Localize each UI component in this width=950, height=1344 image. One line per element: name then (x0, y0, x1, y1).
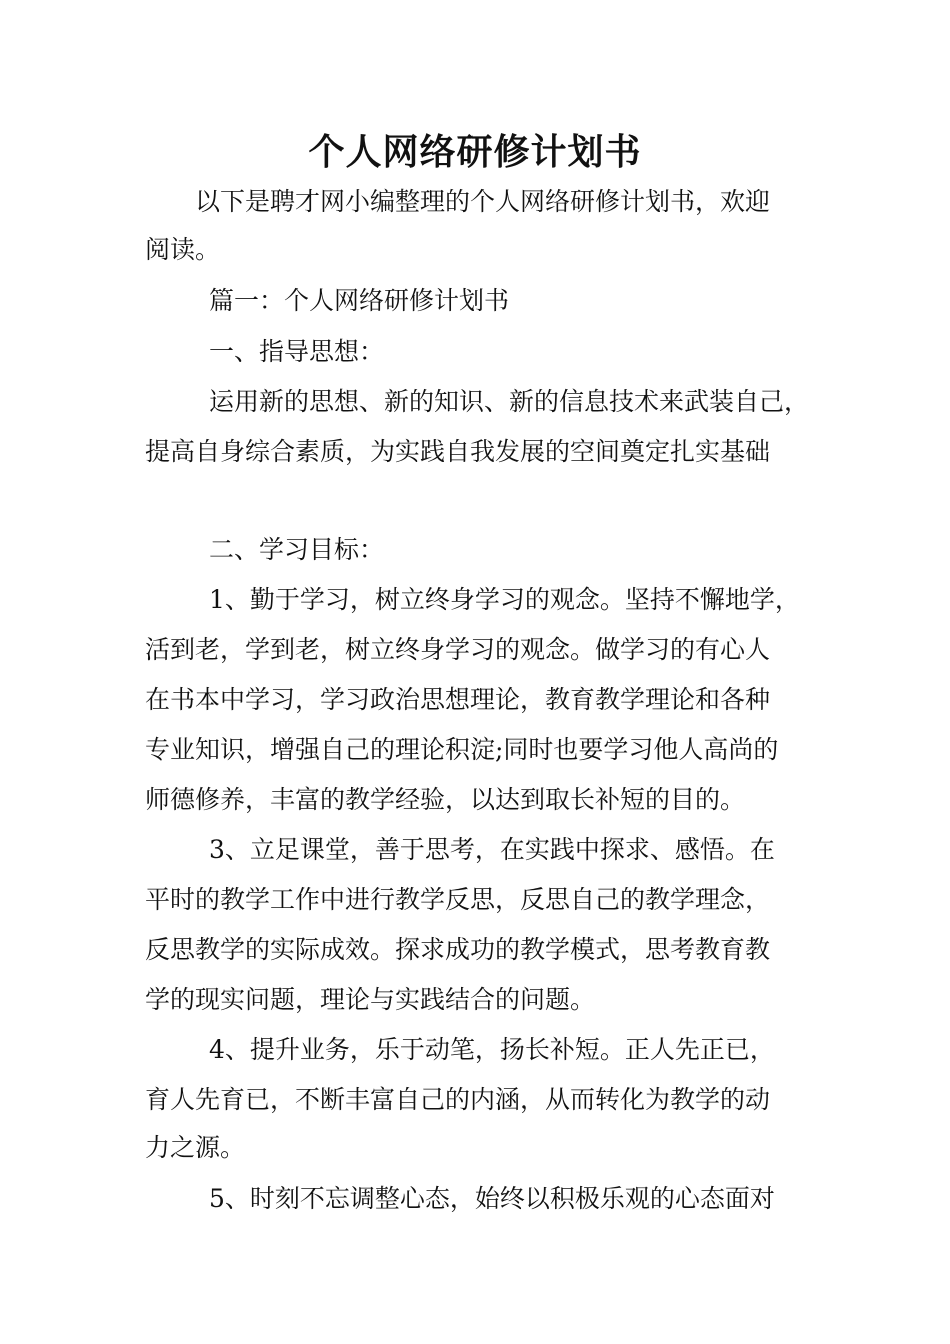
text-line-14: 平时的教学工作中进行教学反思，反思自己的教学理念， (145, 885, 771, 914)
text-line-13: 3、立足课堂，善于思考，在实践中探求、感悟。在 (209, 835, 775, 864)
text-line-12: 师德修养，丰富的教学经验，以达到取长补短的目的。 (145, 785, 746, 814)
text-line-5: 运用新的思想、新的知识、新的信息技术来武装自己， (209, 387, 810, 416)
document-title: 个人网络研修计划书 (308, 131, 642, 173)
text-line-2: 阅读。 (145, 235, 221, 264)
text-line-11: 专业知识，增强自己的理论积淀;同时也要学习他人高尚的 (145, 735, 779, 764)
text-line-1: 以下是聘才网小编整理的个人网络研修计划书，欢迎 (195, 187, 771, 216)
section-heading-learning-goals: 二、学习目标： (209, 535, 385, 564)
section-heading-guiding-thought: 一、指导思想： (209, 337, 385, 366)
text-line-19: 力之源。 (145, 1133, 246, 1162)
text-line-9: 活到老，学到老，树立终身学习的观念。做学习的有心人 (145, 635, 771, 664)
section-heading-part-one: 篇一：个人网络研修计划书 (209, 286, 510, 315)
text-line-8: 1、勤于学习，树立终身学习的观念。坚持不懈地学， (209, 585, 800, 614)
text-line-18: 育人先育已，不断丰富自己的内涵，从而转化为教学的动 (145, 1085, 771, 1114)
text-line-20: 5、时刻不忘调整心态，始终以积极乐观的心态面对 (209, 1184, 775, 1213)
text-line-10: 在书本中学习，学习政治思想理论，教育教学理论和各种 (145, 685, 771, 714)
text-line-15: 反思教学的实际成效。探求成功的教学模式，思考教育教 (145, 935, 771, 964)
text-line-17: 4、提升业务，乐于动笔，扬长补短。正人先正已， (209, 1035, 775, 1064)
text-line-6: 提高自身综合素质，为实践自我发展的空间奠定扎实基础 (145, 437, 771, 466)
text-line-16: 学的现实问题，理论与实践结合的问题。 (145, 985, 596, 1014)
